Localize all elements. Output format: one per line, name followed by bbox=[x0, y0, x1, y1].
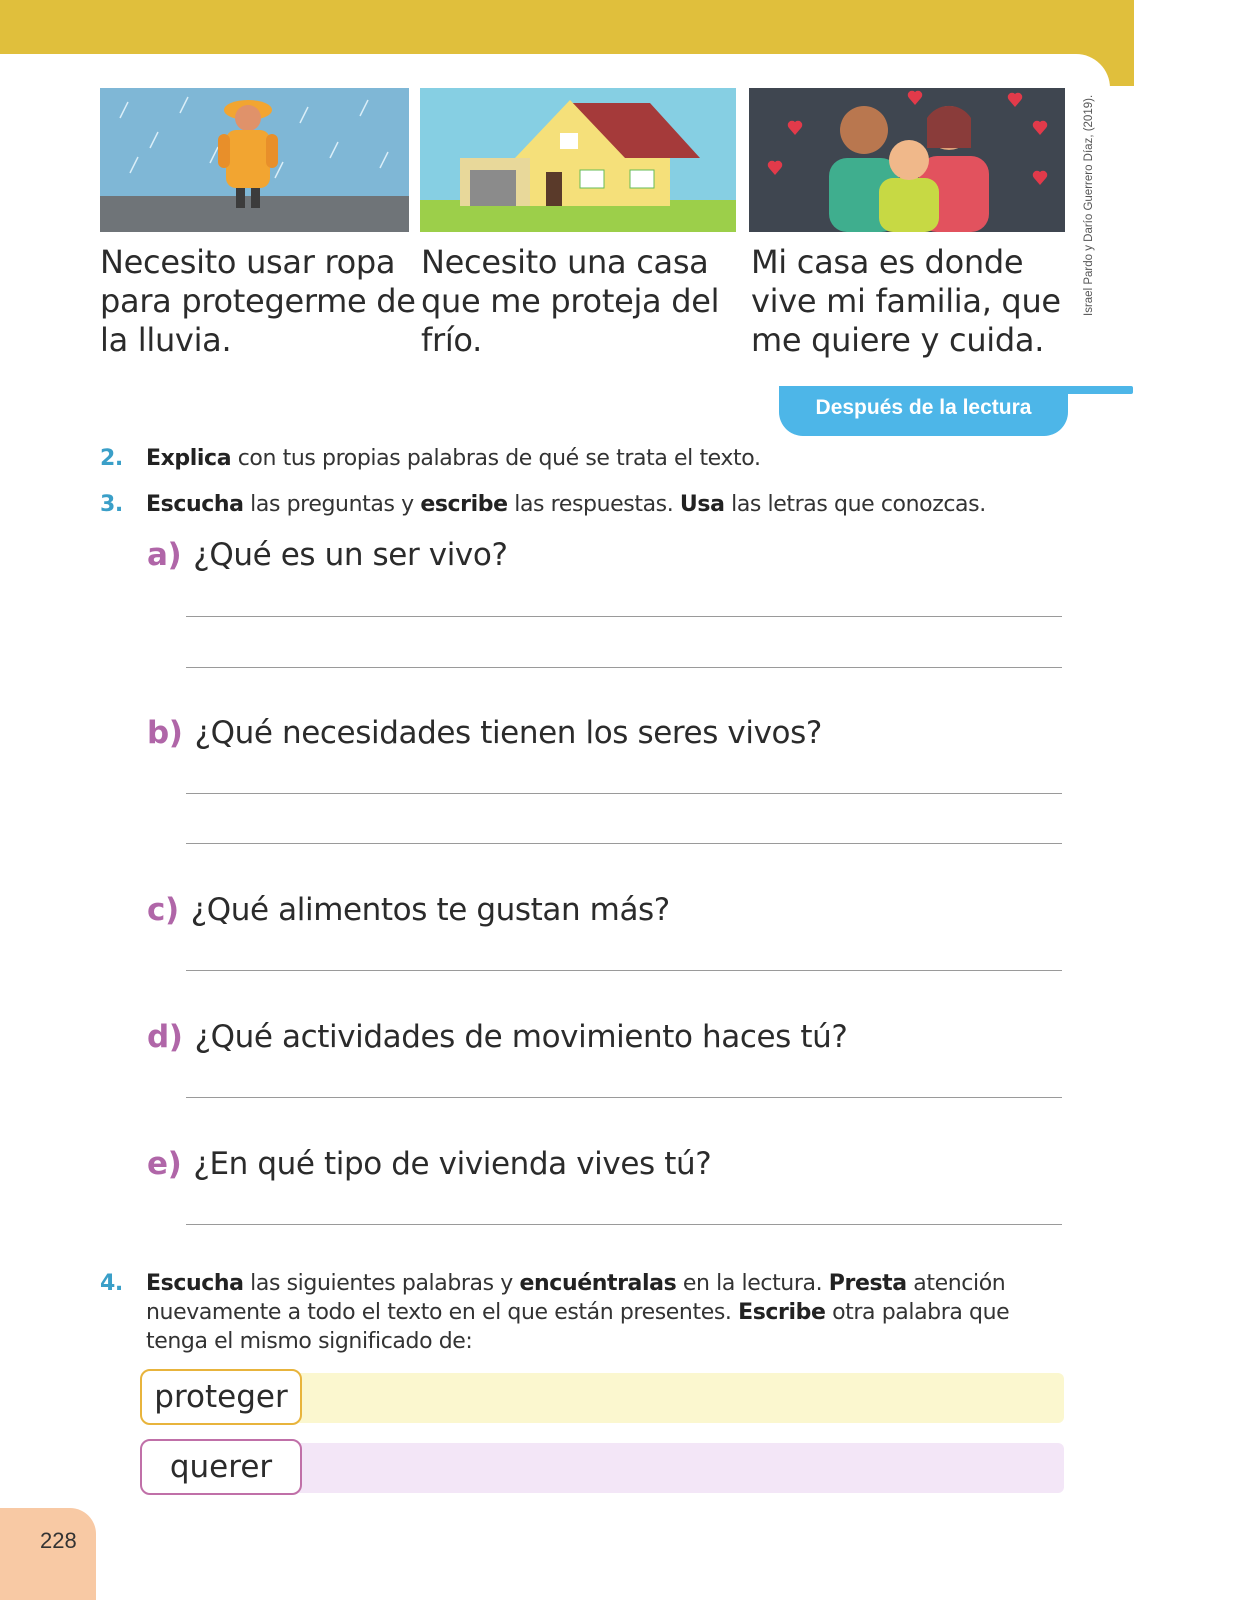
word-box: proteger bbox=[140, 1369, 302, 1425]
question-c bbox=[147, 891, 670, 929]
keyword: Escribe bbox=[738, 1300, 826, 1325]
answer-line-c[interactable] bbox=[186, 970, 1062, 971]
answer-line-a2[interactable] bbox=[186, 667, 1062, 668]
instruction-text: otra palabra que tenga el mismo significado de: bbox=[146, 1300, 1010, 1354]
keyword: Escucha bbox=[146, 1271, 244, 1296]
instruction-text: con tus propias palabras de qué se trata el texto. bbox=[231, 446, 761, 471]
caption-family: Mi casa es donde vive mi familia, que me quiere y cuida. bbox=[751, 243, 1061, 359]
keyword: Escucha bbox=[146, 492, 244, 517]
answer-line-b2[interactable] bbox=[186, 843, 1062, 844]
instruction-text: las preguntas y bbox=[243, 492, 421, 517]
question-text: ¿Qué actividades de movimiento haces tú? bbox=[194, 1019, 848, 1055]
question-text: ¿Qué es un ser vivo? bbox=[193, 537, 508, 573]
instruction-text: las respuestas. bbox=[507, 492, 680, 517]
instruction-3 bbox=[100, 490, 986, 519]
rain-illustration bbox=[100, 88, 409, 232]
instruction-text: en la lectura. bbox=[676, 1271, 829, 1296]
keyword: Explica bbox=[146, 446, 232, 471]
instruction-text: atención nuevamente a todo el texto en el que están presentes. bbox=[146, 1271, 1006, 1325]
question-a bbox=[147, 536, 508, 574]
question-b bbox=[147, 714, 822, 752]
question-letter: e) bbox=[147, 1146, 182, 1182]
answer-line-d[interactable] bbox=[186, 1097, 1062, 1098]
house-illustration bbox=[420, 88, 736, 232]
instruction-text: las siguientes palabras y bbox=[243, 1271, 520, 1296]
question-text: ¿En qué tipo de vivienda vives tú? bbox=[193, 1146, 712, 1182]
word-box: querer bbox=[140, 1439, 302, 1495]
question-letter: d) bbox=[147, 1019, 183, 1055]
family-illustration bbox=[749, 88, 1065, 232]
word-row-proteger bbox=[140, 1369, 1064, 1425]
instruction-4 bbox=[100, 1269, 1070, 1356]
credit-text: Israel Pardo y Darío Guerrero Díaz, (2019). bbox=[1083, 94, 1095, 316]
section-tag bbox=[779, 386, 1068, 438]
page-edge-band bbox=[1110, 54, 1134, 86]
answer-line-b1[interactable] bbox=[186, 793, 1062, 794]
keyword: Presta bbox=[828, 1271, 907, 1296]
illustration-credit bbox=[1083, 86, 1099, 316]
instruction-number: 2. bbox=[100, 446, 123, 471]
question-e bbox=[147, 1145, 711, 1183]
caption-house: Necesito una casa que me proteja del frío. bbox=[421, 243, 720, 359]
section-tag-label: Después de la lectura bbox=[815, 396, 1032, 419]
word-row-querer bbox=[140, 1439, 1064, 1495]
question-letter: b) bbox=[147, 715, 183, 751]
instruction-number: 3. bbox=[100, 492, 123, 517]
question-d bbox=[147, 1018, 847, 1056]
instruction-2 bbox=[100, 444, 761, 473]
question-letter: c) bbox=[147, 892, 179, 928]
question-text: ¿Qué necesidades tienen los seres vivos? bbox=[194, 715, 822, 751]
page-number-tab bbox=[0, 1508, 96, 1600]
question-letter: a) bbox=[147, 537, 182, 573]
instruction-text: las letras que conozcas. bbox=[724, 492, 986, 517]
keyword: Usa bbox=[679, 492, 725, 517]
answer-line-a1[interactable] bbox=[186, 616, 1062, 617]
keyword: encuéntralas bbox=[519, 1271, 677, 1296]
instruction-number: 4. bbox=[100, 1271, 123, 1296]
keyword: escribe bbox=[420, 492, 508, 517]
question-text: ¿Qué alimentos te gustan más? bbox=[190, 892, 670, 928]
caption-rain: Necesito usar ropa para protegerme de la lluvia. bbox=[100, 243, 416, 359]
answer-line-e[interactable] bbox=[186, 1224, 1062, 1225]
instruction-wrap bbox=[146, 1269, 1066, 1356]
page-number: 228 bbox=[40, 1528, 77, 1553]
